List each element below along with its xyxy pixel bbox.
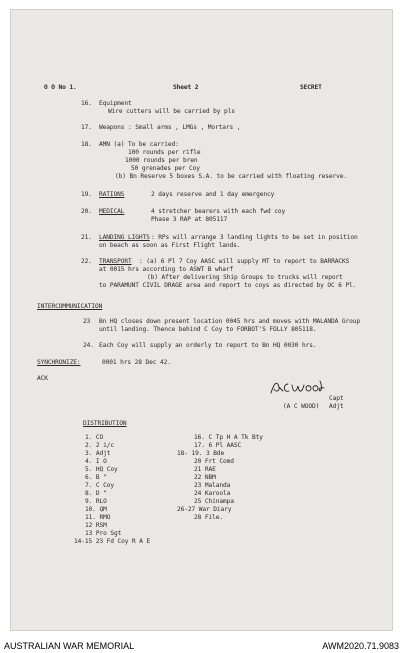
- item-line: on beach as soon as First Flight lands.: [99, 242, 241, 249]
- item-line: 100 rounds per rifle: [128, 149, 201, 156]
- distribution-entry: 21 RAE: [194, 466, 216, 473]
- item-number: 19.: [81, 191, 92, 198]
- sheet-number: Sheet 2: [173, 84, 199, 91]
- distribution-entry: 26-27 War Diary: [177, 506, 232, 513]
- distribution-entry: 25 Chinampa: [194, 498, 234, 505]
- distribution-entry: 23 Malanda: [194, 482, 231, 489]
- item-line: (b) After delivering Ship Groups to trucks will report: [147, 274, 343, 281]
- item-line: Bn HQ closes down present location 0045 hrs and moves with MALANDA Group: [99, 318, 361, 325]
- distribution-entry: 2. 2 i/c: [85, 442, 115, 449]
- distribution-entry: 8. D ": [85, 490, 107, 497]
- item-title: Equipment: [99, 100, 132, 107]
- item-line: : (a) 6 Pl 7 Coy AASC will supply MT to report to BARRACKS: [139, 258, 350, 265]
- distribution-entry: 16. C Tp H A Tk Bty: [194, 434, 263, 441]
- distribution-entry: 14-15 23 Fd Coy R A E: [74, 538, 151, 545]
- item-title: MEDICAL: [99, 208, 125, 215]
- distribution-entry: 11. RMO: [85, 514, 111, 521]
- item-title: RATIONS: [99, 191, 125, 198]
- order-reference: O O No 1.: [44, 84, 77, 91]
- distribution-entry: 5. HQ Coy: [85, 466, 118, 473]
- distribution-entry: 10. QM: [85, 506, 107, 513]
- distribution-entry: 7. C Coy: [85, 482, 115, 489]
- distribution-entry: 24 Karoola: [194, 490, 231, 497]
- item-line: 1000 rounds per bren: [125, 157, 198, 164]
- item-line: : RPs will arrange 3 landing lights to be set in position: [151, 234, 358, 241]
- archive-footer: [0, 638, 403, 653]
- item-line: Each Coy will supply an orderly to report to Bn HQ 0030 hrs.: [99, 342, 317, 349]
- item-number: 23: [83, 318, 91, 325]
- synchronize-value: 0001 hrs 28 Dec 42.: [102, 359, 171, 366]
- distribution-entry: 12 RSM: [85, 522, 107, 529]
- synchronize-label: SYNCHRONIZE:: [37, 359, 81, 366]
- distribution-entry: 13 Pro Sgt: [85, 530, 122, 537]
- distribution-entry: 22 NBM: [194, 474, 216, 481]
- distribution-entry: 4. I O: [85, 458, 107, 465]
- archive-name: AUSTRALIAN WAR MEMORIAL: [4, 641, 135, 651]
- item-line: Phase 3 RAP at 805117: [151, 216, 228, 223]
- signatory-role: Adjt: [329, 403, 344, 410]
- item-line: 2 days reserve and 1 day emergency: [151, 191, 275, 198]
- document-page: [11, 10, 392, 630]
- item-number: 20.: [81, 208, 92, 215]
- item-number: 17.: [81, 124, 92, 131]
- classification-marking: SECRET: [300, 84, 322, 91]
- distribution-entry: 20 Frt Comd: [194, 458, 234, 465]
- item-line: Wire cutters will be carried by pls: [108, 108, 235, 115]
- distribution-entry: 9. RLO: [85, 498, 107, 505]
- item-number: 22.: [81, 258, 92, 265]
- archive-reference: AWM2020.71.9083: [322, 641, 399, 651]
- item-title: LANDING LIGHTS: [99, 234, 150, 241]
- item-line: 50 grenades per Coy: [131, 165, 200, 172]
- section-heading: INTERCOMMUNICATION: [37, 303, 103, 310]
- item-line: (b) Bn Reserve 5 boxes S.A. to be carried with floating reserve.: [115, 173, 348, 180]
- signatory-rank: Capt: [329, 395, 344, 402]
- handwritten-signature: [268, 378, 328, 396]
- item-line: AMN (a) To be carried:: [99, 141, 179, 148]
- item-line: Weapons : Small arms , LMGs , Mortars ,: [99, 124, 241, 131]
- item-title: TRANSPORT: [99, 258, 132, 265]
- distribution-entry: 3. Adjt: [85, 450, 111, 457]
- item-number: 21.: [81, 234, 92, 241]
- distribution-entry: 28 File.: [194, 514, 224, 521]
- item-line: to PARAMUNT CIVIL DRAGE area and report to coys as directed by OC 6 Pl.: [99, 282, 357, 289]
- distribution-entry: 6. B ": [85, 474, 107, 481]
- distribution-heading: DISTRIBUTION: [83, 420, 127, 427]
- distribution-entry: 18- 19. 3 Bde: [177, 450, 225, 457]
- signatory-name: (A C WOOD): [283, 403, 320, 410]
- item-number: 16.: [81, 100, 92, 107]
- item-number: 24.: [83, 342, 94, 349]
- item-line: until landing. Thence behind C Coy to FORBOT'S FOLLY 805118.: [99, 326, 317, 333]
- distribution-entry: 17. 6 Pl AASC: [194, 442, 242, 449]
- acknowledge-label: ACK: [37, 375, 48, 382]
- item-line: at 0015 hrs according to ASWT B wharf: [99, 266, 234, 273]
- item-line: 4 stretcher bearers with each fwd coy: [151, 208, 286, 215]
- distribution-entry: 1. CO: [85, 434, 104, 441]
- item-number: 18.: [81, 141, 92, 148]
